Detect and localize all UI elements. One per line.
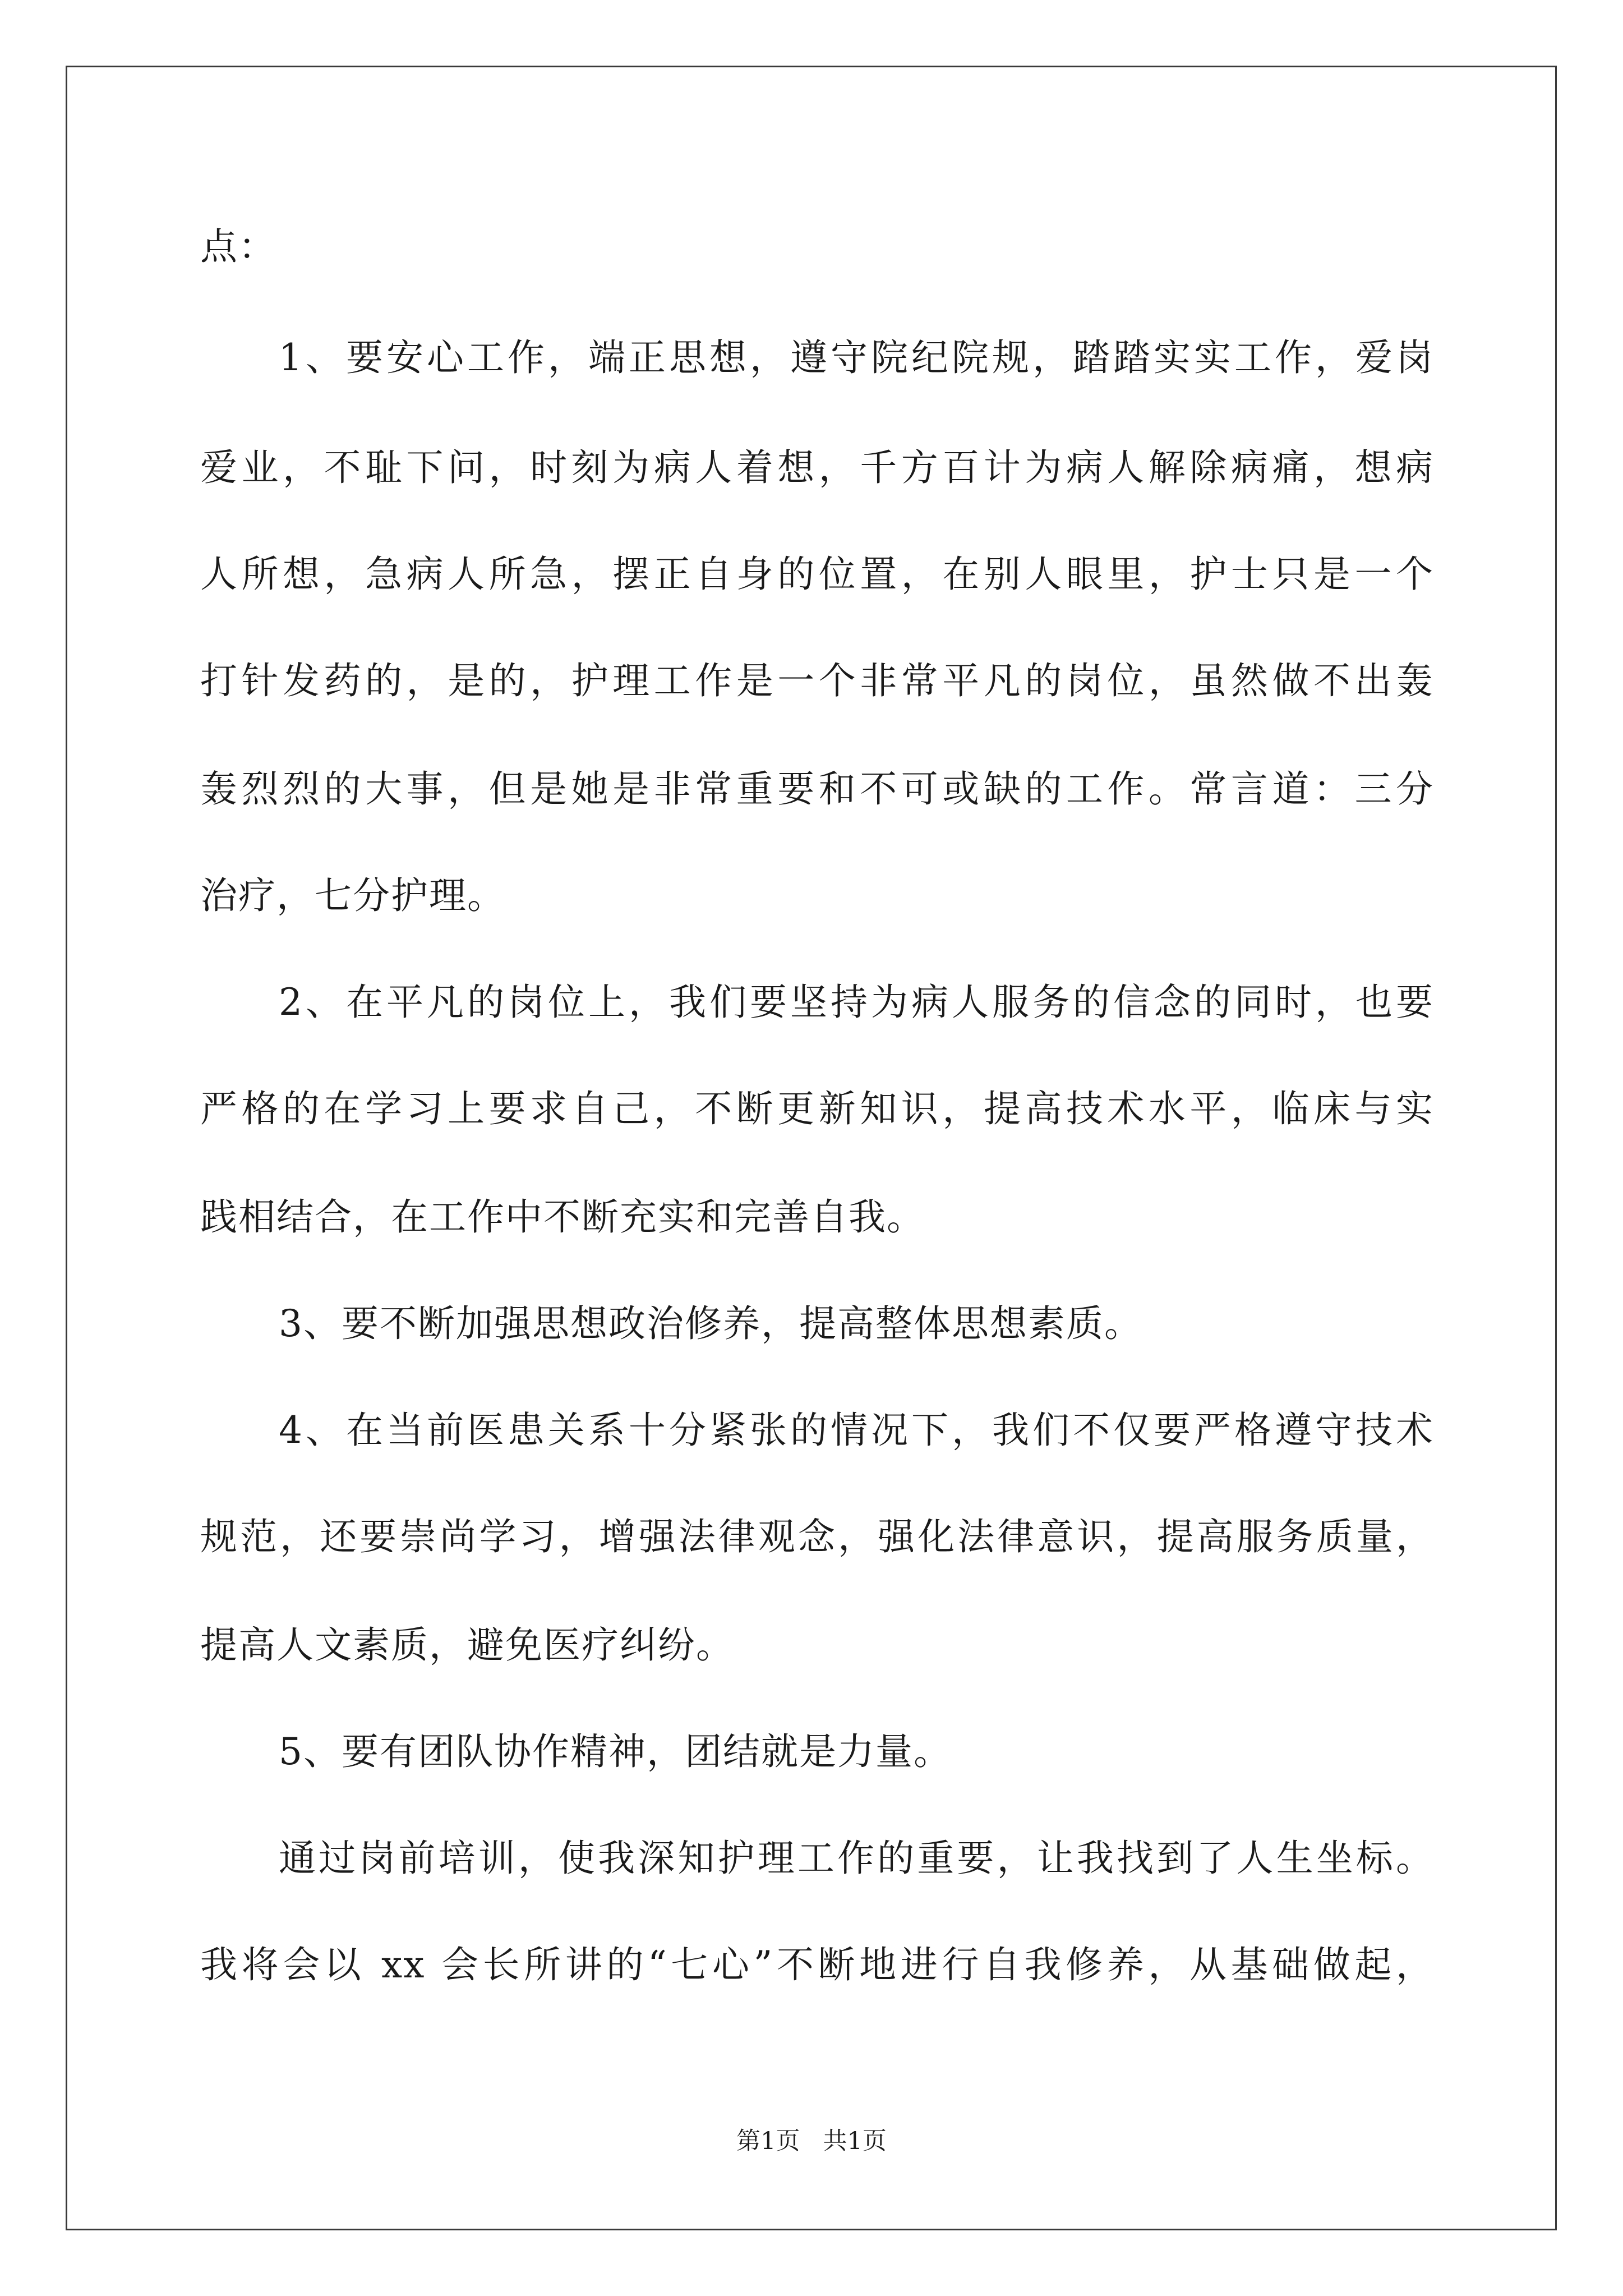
paragraph-3-line: 3、要不断加强思想政治修养，提高整体思想素质。 — [279, 1302, 1142, 1345]
paragraph-1-line: 人所想，急病人所急，摆正自身的位置，在别人眼里，护士只是一个 — [200, 553, 1434, 596]
paragraph-2-line: 践相结合，在工作中不断充实和完善自我。 — [200, 1195, 925, 1239]
paragraph-4-line: 提高人文素质，避免医疗纠纷。 — [200, 1623, 734, 1667]
paragraph-6-line: 通过岗前培训，使我深知护理工作的重要，让我找到了人生坐标。 — [279, 1837, 1434, 1880]
paragraph-2-line: 严格的在学习上要求自己，不断更新知识，提高技术水平，临床与实 — [200, 1087, 1434, 1130]
paragraph-1-line: 打针发药的，是的，护理工作是一个非常平凡的岗位，虽然做不出轰 — [200, 659, 1434, 702]
paragraph-1-line: 轰烈烈的大事，但是她是非常重要和不可或缺的工作。常言道：三分 — [200, 767, 1434, 811]
paragraph-5-line: 5、要有团队协作精神，团结就是力量。 — [279, 1730, 952, 1773]
paragraph-1-line: 1、要安心工作，端正思想，遵守院纪院规，踏踏实实工作，爱岗 — [279, 336, 1434, 379]
page-border — [66, 66, 1557, 2230]
page-number-footer: 第1页 共1页 — [736, 2127, 887, 2155]
text-line: 点： — [200, 225, 276, 268]
paragraph-4-line: 规范，还要崇尚学习，增强法律观念，强化法律意识，提高服务质量， — [200, 1515, 1434, 1558]
paragraph-1-line: 治疗，七分护理。 — [200, 874, 505, 917]
paragraph-4-line: 4、在当前医患关系十分紧张的情况下，我们不仅要严格遵守技术 — [279, 1409, 1434, 1452]
paragraph-1-line: 爱业，不耻下问，时刻为病人着想，千方百计为病人解除病痛，想病 — [200, 446, 1434, 489]
paragraph-2-line: 2、在平凡的岗位上，我们要坚持为病人服务的信念的同时，也要 — [279, 981, 1434, 1024]
paragraph-6-line: 我将会以 xx 会长所讲的“七心”不断地进行自我修养，从基础做起， — [200, 1943, 1434, 1986]
